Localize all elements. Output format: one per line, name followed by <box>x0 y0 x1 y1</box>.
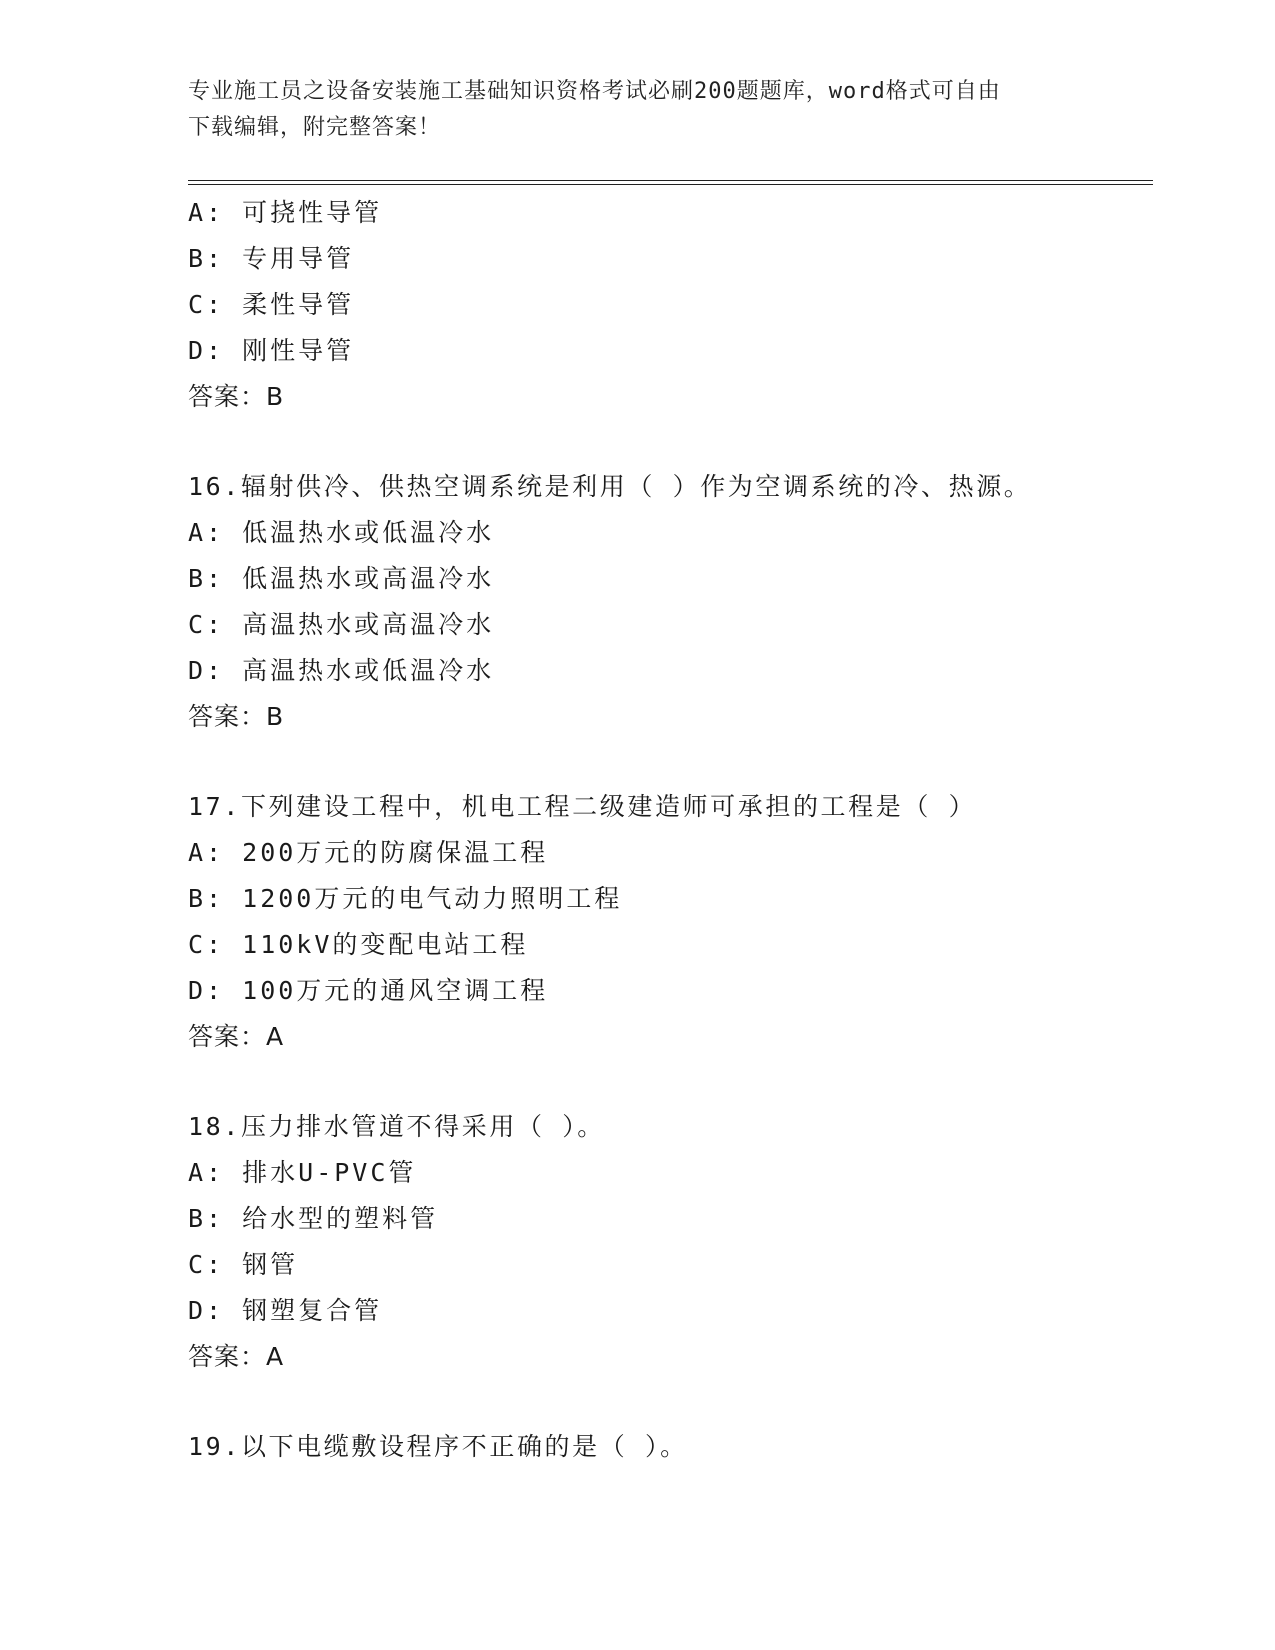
document-header <box>188 74 1068 146</box>
option-a: A: 可挠性导管 <box>188 198 383 227</box>
option-d: D: 100万元的通风空调工程 <box>188 976 549 1005</box>
block-spacer <box>188 1060 1153 1104</box>
option-d: D: 高温热水或低温冷水 <box>188 656 495 685</box>
question-text: 16.辐射供冷、供热空调系统是利用（ ）作为空调系统的冷、热源。 <box>188 472 1032 501</box>
question-block-16 <box>188 464 1153 740</box>
question-text: 19.以下电缆敷设程序不正确的是（ ）。 <box>188 1432 688 1461</box>
block-spacer <box>188 740 1153 784</box>
answer-line: 答案：B <box>188 382 285 411</box>
option-c: C: 高温热水或高温冷水 <box>188 610 495 639</box>
option-c: C: 钢管 <box>188 1250 299 1279</box>
option-b: B: 低温热水或高温冷水 <box>188 564 495 593</box>
header-title-line-2: 下载编辑，附完整答案！ <box>188 115 442 140</box>
option-a: A: 低温热水或低温冷水 <box>188 518 495 547</box>
answer-line: 答案：B <box>188 702 285 731</box>
answer-line: 答案：A <box>188 1342 285 1371</box>
option-a: A: 200万元的防腐保温工程 <box>188 838 549 867</box>
block-spacer <box>188 1380 1153 1424</box>
option-d: D: 刚性导管 <box>188 336 355 365</box>
header-divider-bottom <box>188 184 1153 185</box>
option-a: A: 排水U-PVC管 <box>188 1158 417 1187</box>
question-block-15 <box>188 190 1153 420</box>
question-block-17 <box>188 784 1153 1060</box>
question-text: 18.压力排水管道不得采用（ ）。 <box>188 1112 605 1141</box>
question-list <box>188 190 1153 1470</box>
header-title-line-1: 专业施工员之设备安装施工基础知识资格考试必刷200题题库，word格式可自由 <box>188 79 1001 104</box>
option-c: C: 柔性导管 <box>188 290 355 319</box>
question-block-19 <box>188 1424 1153 1470</box>
answer-line: 答案：A <box>188 1022 285 1051</box>
option-b: B: 给水型的塑料管 <box>188 1204 439 1233</box>
option-b: B: 专用导管 <box>188 244 355 273</box>
question-text: 17.下列建设工程中，机电工程二级建造师可承担的工程是（ ） <box>188 792 977 821</box>
option-b: B: 1200万元的电气动力照明工程 <box>188 884 623 913</box>
block-spacer <box>188 420 1153 464</box>
option-c: C: 110kV的变配电站工程 <box>188 930 529 959</box>
question-block-18 <box>188 1104 1153 1380</box>
header-divider-top <box>188 180 1153 181</box>
option-d: D: 钢塑复合管 <box>188 1296 383 1325</box>
